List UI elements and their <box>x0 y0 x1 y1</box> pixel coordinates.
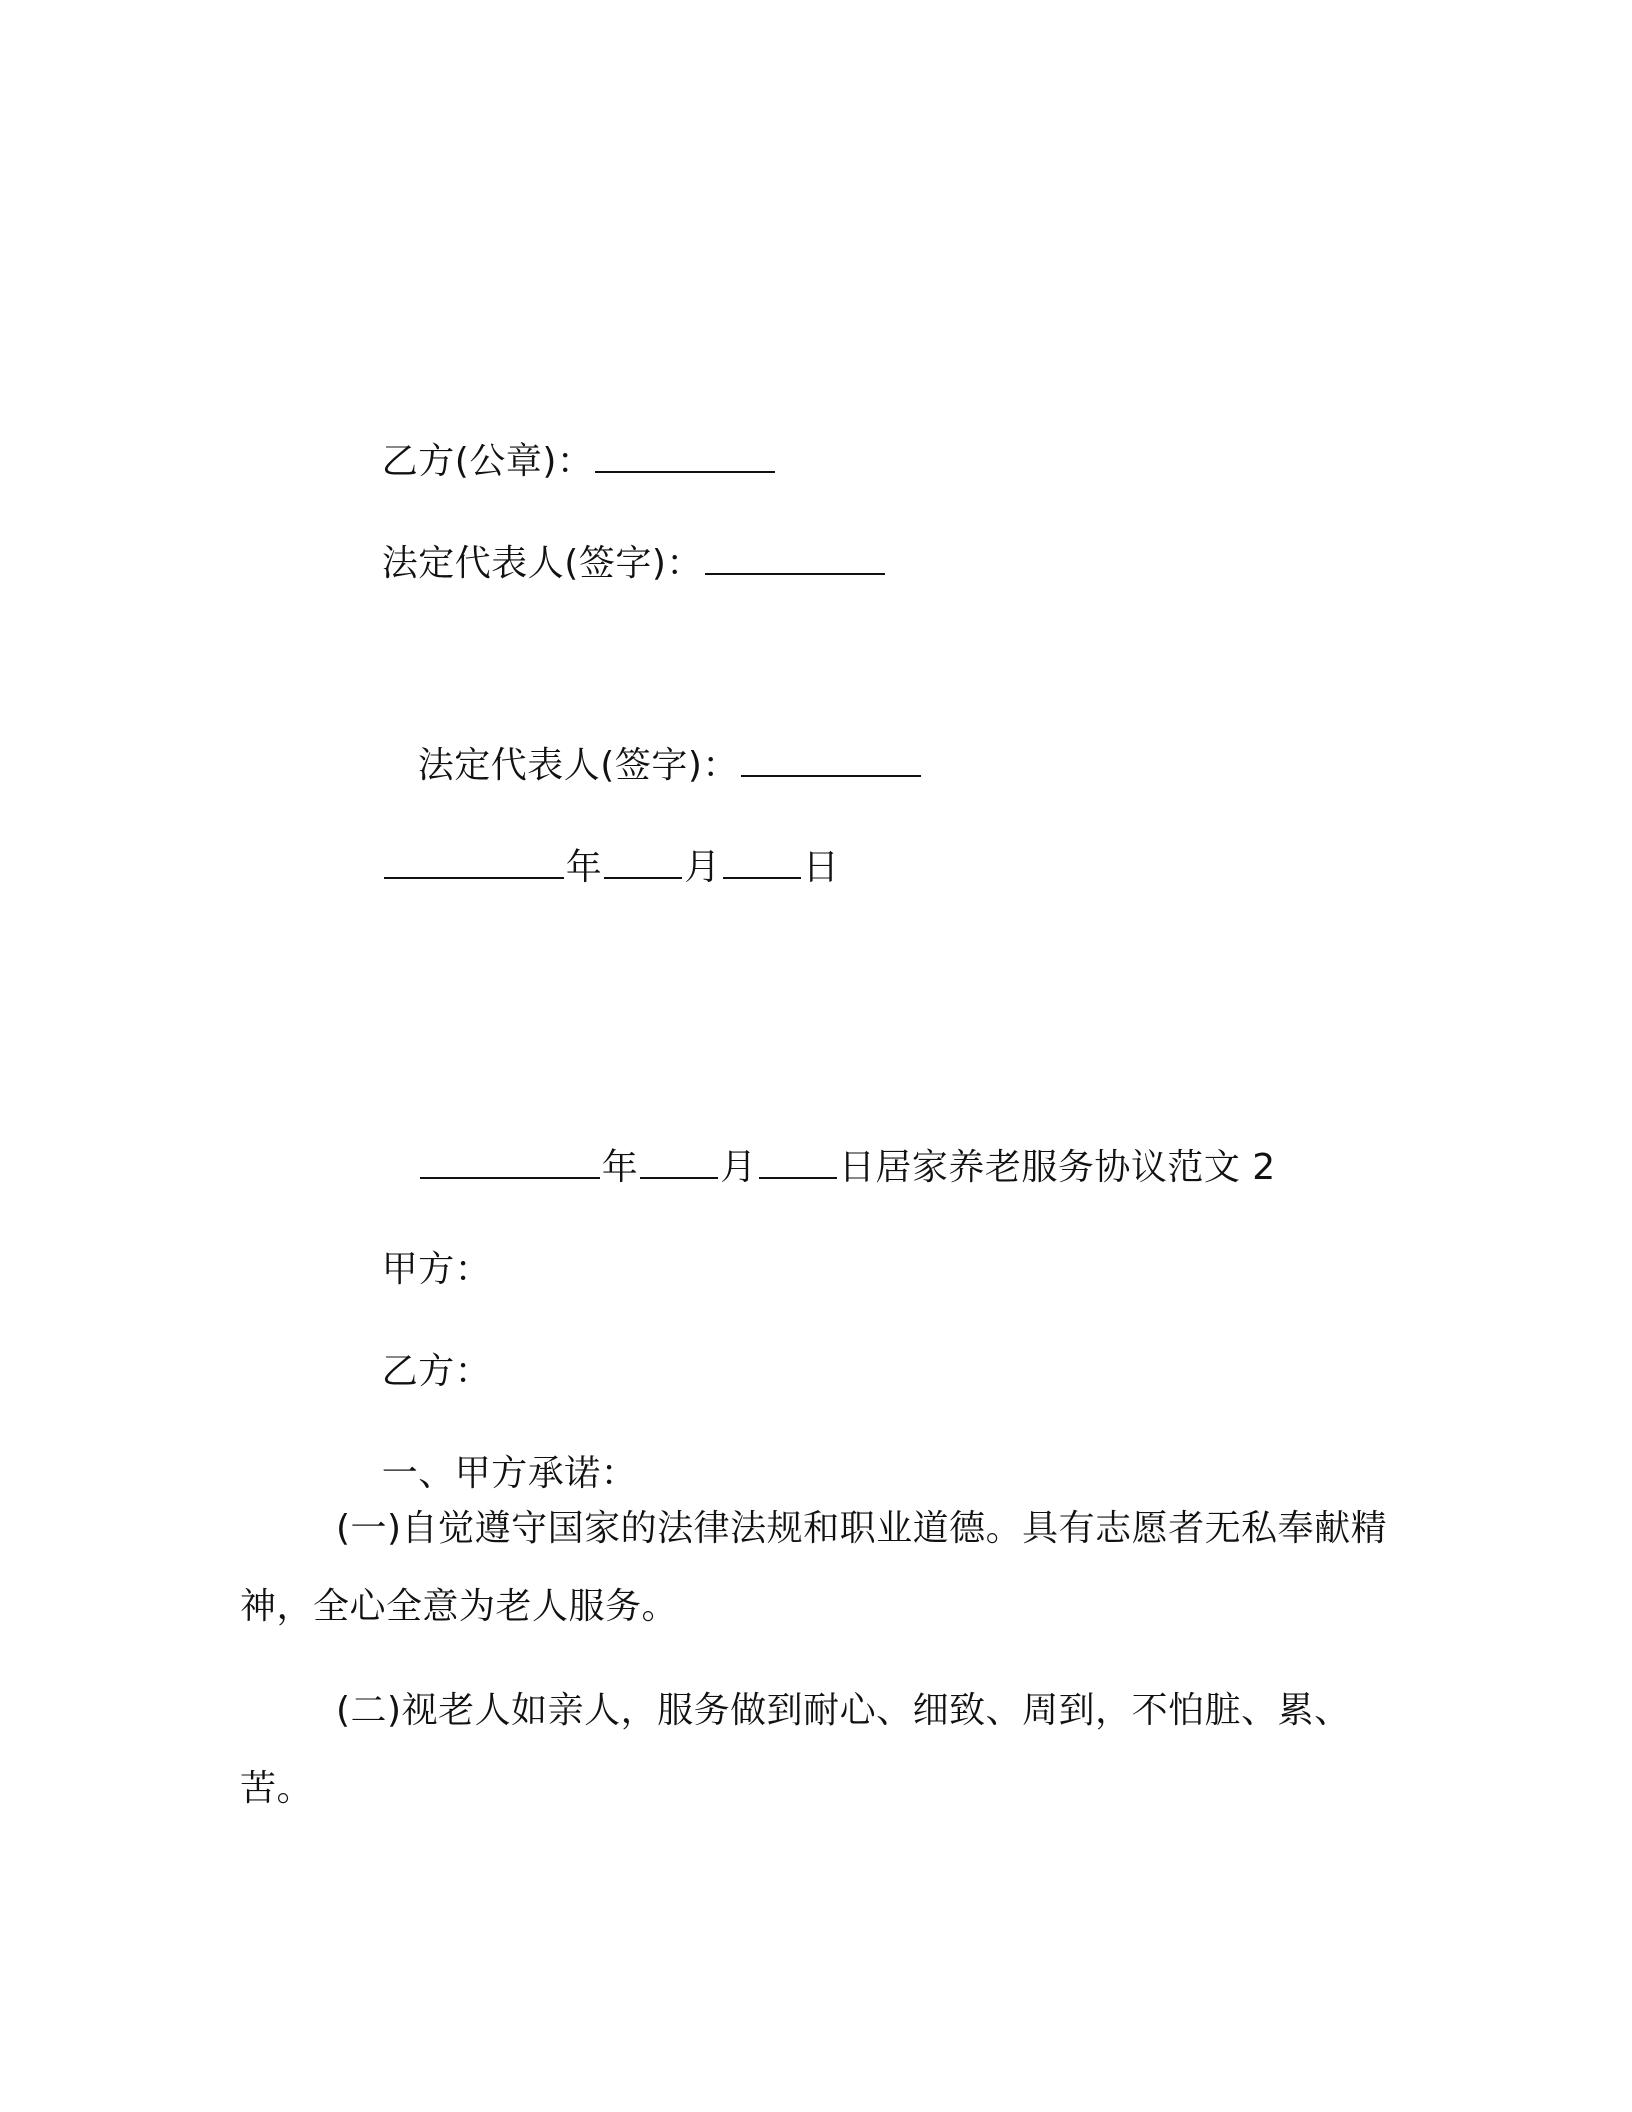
legal-rep-line-1 <box>334 492 887 636</box>
date-year-label: 年 <box>565 847 603 888</box>
party-b-label: 乙方： <box>381 1351 492 1392</box>
date-day-label: 日 <box>802 847 840 888</box>
legal-rep-blank-2 <box>741 745 921 777</box>
agreement-title: 日居家养老服务协议范文 2 <box>838 1147 1276 1188</box>
date-day-blank <box>723 847 801 879</box>
title-month-blank <box>640 1147 718 1179</box>
date-month-label: 月 <box>684 847 721 888</box>
section-one-heading: 一、甲方承诺： <box>381 1453 638 1494</box>
date-month-blank <box>604 847 682 879</box>
party-b-seal-label: 乙方(公章)： <box>381 441 594 482</box>
title-month-label: 月 <box>720 1147 757 1188</box>
legal-rep-label-1: 法定代表人(签字)： <box>381 543 703 584</box>
title-day-blank <box>759 1147 837 1179</box>
party-a-label: 甲方： <box>381 1249 492 1290</box>
title-year-label: 年 <box>601 1147 639 1188</box>
legal-rep-label-2: 法定代表人(签字)： <box>417 745 739 786</box>
legal-rep-blank-1 <box>705 543 885 575</box>
party-b-seal-blank <box>595 441 775 473</box>
item-two-paragraph: (二)视老人如亲人，服务做到耐心、细致、周到，不怕脏、累、苦。 <box>240 1690 1351 1809</box>
agreement-title-line <box>370 1096 1276 1240</box>
date-year-blank <box>384 847 564 879</box>
title-year-blank <box>420 1147 600 1179</box>
item-one-paragraph: (一)自觉遵守国家的法律法规和职业道德。具有志愿者无私奉献精神，全心全意为老人服务。 <box>240 1508 1388 1627</box>
signature-date-line <box>334 796 839 940</box>
